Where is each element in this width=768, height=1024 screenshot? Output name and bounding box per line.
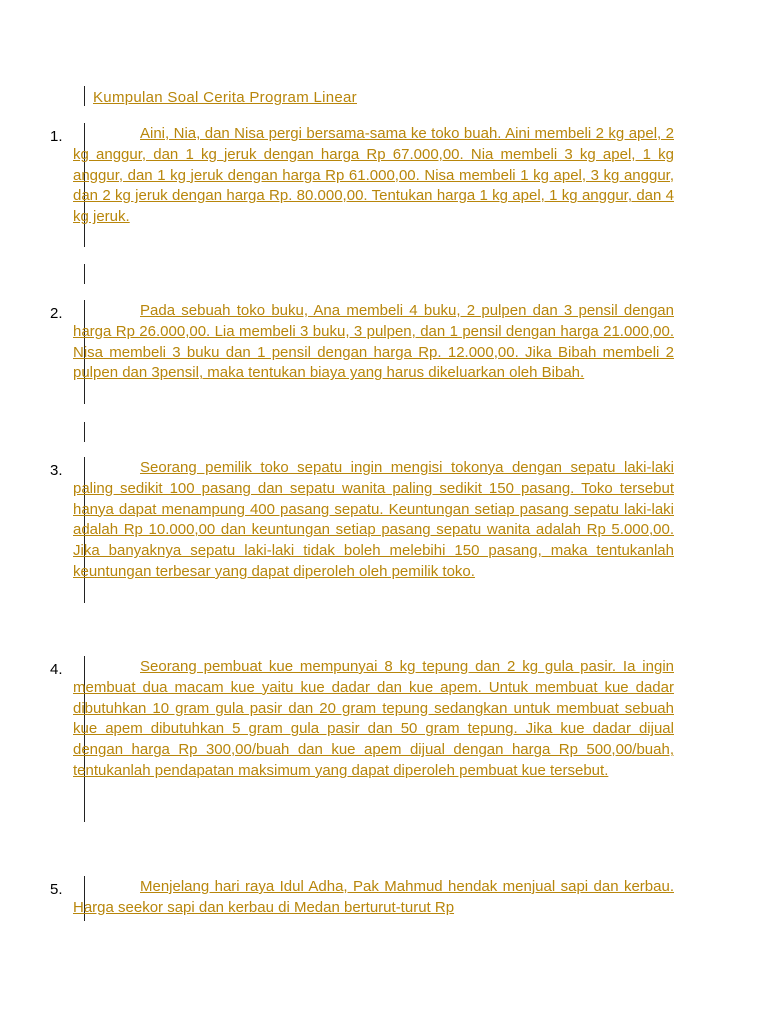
problem-number: 1. [50,128,63,145]
problem-number: 5. [50,881,63,898]
problem-text: Pada sebuah toko buku, Ana membeli 4 buku, 2 pulpen dan 3 pensil dengan harga Rp 26.000,00. Lia membeli 3 buku, 3 pulpen, dan 1 pensil dengan harga 21.000,00. Nisa membeli 3 buku dan 1 pensil dengan harga Rp. 12.000,00. Jika Bibah membeli 2 pulpen dan 3pensil, maka tentukan biaya yang harus dikeluarkan oleh Bibah. [73,302,674,382]
problem-text: Aini, Nia, dan Nisa pergi bersama-sama ke toko buah. Aini membeli 2 kg apel, 2 kg anggur, dan 1 kg jeruk dengan harga Rp 67.000,00. Nia membeli 3 kg apel, 1 kg anggur, dan 1 kg jeruk dengan harga Rp 61.000,00. Nisa membeli 1 kg apel, 3 kg anggur, dan 2 kg jeruk dengan harga Rp. 80.000,00. Tentukan harga 1 kg apel, 1 kg anggur, dan 4 kg jeruk. [73,125,674,226]
problem-text: Menjelang hari raya Idul Adha, Pak Mahmud hendak menjual sapi dan kerbau. Harga seekor sapi dan kerbau di Medan berturut-turut Rp [73,878,674,916]
problem-number: 3. [50,462,63,479]
text-cursor-marker [84,422,85,442]
document-title: Kumpulan Soal Cerita Program Linear [93,89,357,106]
problem-number: 2. [50,305,63,322]
problem-text: Seorang pembuat kue mempunyai 8 kg tepung dan 2 kg gula pasir. Ia ingin membuat dua macam kue yaitu kue dadar dan kue apem. Untuk membuat kue dadar dibutuhkan 10 gram gula pasir dan 20 gram tepung sedangkan untuk membuat sebuah kue apem dibutuhkan 5 gram gula pasir dan 50 gram tepung. Jika kue dadar dijual dengan harga Rp 300,00/buah dan kue apem dijual dengan harga Rp 500,00/buah, tentukanlah pendapatan maksimum yang dapat diperoleh pembuat kue tersebut. [73,658,674,779]
text-cursor-marker [84,86,85,106]
text-cursor-marker [84,264,85,284]
problem-text: Seorang pemilik toko sepatu ingin mengisi tokonya dengan sepatu laki-laki paling sedikit 100 pasang dan sepatu wanita paling sedikit 150 pasang. Toko tersebut hanya dapat menampung 400 pasang sepatu. Keuntungan setiap pasang sepatu laki-laki adalah Rp 10.000,00 dan keuntungan setiap pasang sepatu wanita adalah Rp 5.000,00. Jika banyaknya sepatu laki-laki tidak boleh melebihi 150 pasang, maka tentukanlah keuntungan terbesar yang dapat diperoleh oleh pemilik toko. [73,459,674,580]
problem-number: 4. [50,661,63,678]
